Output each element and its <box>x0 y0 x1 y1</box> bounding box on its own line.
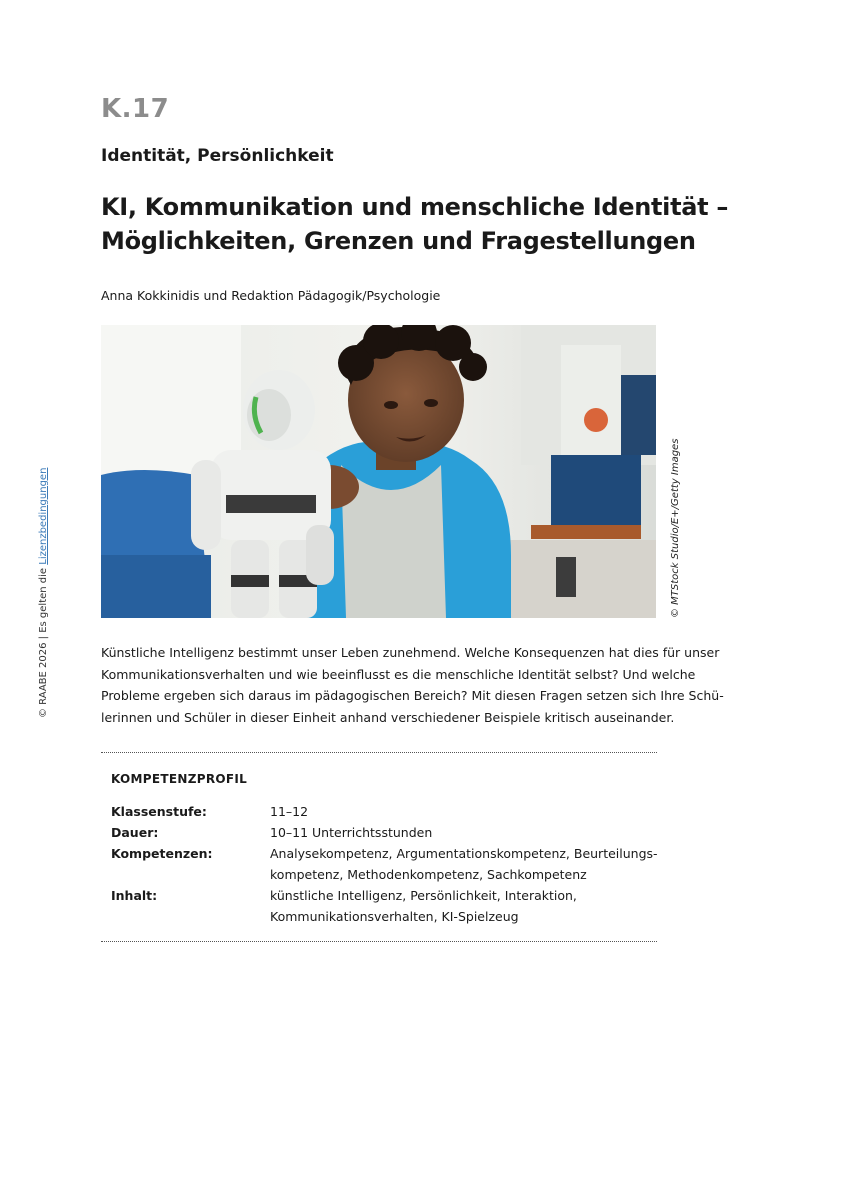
copyright-sidebar <box>38 468 49 718</box>
row-value-dauer <box>270 822 432 843</box>
license-link[interactable]: Lizenzbedingungen <box>38 467 49 565</box>
row-label-kompetenzen: Kompetenzen: <box>111 846 213 861</box>
intro-paragraph <box>101 642 724 728</box>
copyright-text: © RAABE 2026 | Es gelten die <box>38 564 49 718</box>
row-value-line: künstliche Intelligenz, Persönlichkeit, Interaktion, <box>270 888 577 903</box>
title-line: KI, Kommunikation und menschliche Identität – <box>101 193 729 221</box>
row-value-line: Kommunikationsverhalten, KI-Spielzeug <box>270 909 519 924</box>
intro-line: Probleme ergeben sich daraus im pädagogischen Bereich? Mit diesen Fragen setzen sich Ihre Schü- <box>101 688 724 703</box>
intro-line: Künstliche Intelligenz bestimmt unser Leben zunehmend. Welche Konsequenzen hat dies für unser <box>101 645 720 660</box>
row-label-inhalt: Inhalt: <box>111 888 158 903</box>
authors: Anna Kokkinidis und Redaktion Pädagogik/Psychologie <box>101 288 441 303</box>
row-value-kompetenzen <box>270 843 658 885</box>
row-value-line: kompetenz, Methodenkompetenz, Sachkompetenz <box>270 867 587 882</box>
divider-top <box>101 752 657 753</box>
row-value-line: 10–11 Unterrichtsstunden <box>270 825 433 840</box>
row-label-klassenstufe: Klassenstufe: <box>111 804 207 819</box>
title-line: Möglichkeiten, Grenzen und Fragestellungen <box>101 227 696 255</box>
intro-line: Kommunikationsverhalten und wie beeinflusst es die menschliche Identität selbst? Und welche <box>101 666 696 682</box>
cover-photo <box>101 325 656 618</box>
divider-bottom <box>101 941 657 942</box>
row-value-line: Analysekompetenz, Argumentationskompetenz, Beurteilungs- <box>270 846 658 861</box>
row-value-klassenstufe <box>270 801 308 822</box>
intro-line: lerinnen und Schüler in dieser Einheit anhand verschiedener Beispiele kritisch auseinander. <box>101 709 675 725</box>
photo-credit: © MTStock Studio/E+/Getty Images <box>670 438 681 618</box>
row-value-inhalt <box>270 885 577 927</box>
unit-code: K.17 <box>101 94 170 124</box>
page-title <box>101 190 729 258</box>
topic-heading: Identität, Persönlichkeit <box>101 146 334 166</box>
row-label-dauer: Dauer: <box>111 825 159 840</box>
row-value-line: 11–12 <box>270 804 309 819</box>
kompetenzprofil-heading: KOMPETENZPROFIL <box>111 772 248 786</box>
